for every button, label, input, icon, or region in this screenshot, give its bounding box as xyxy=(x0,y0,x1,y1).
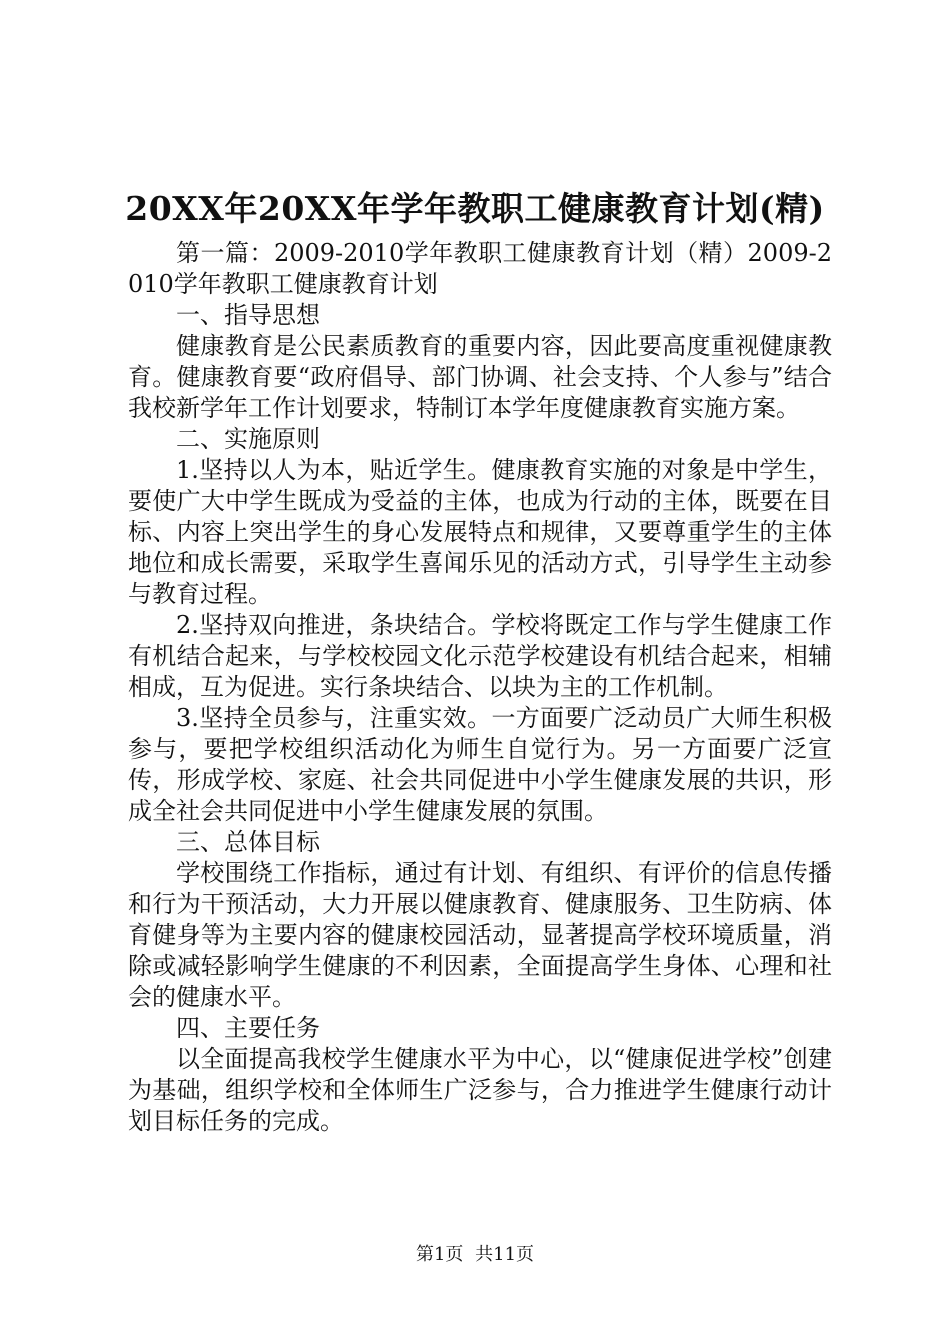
paragraph: 3.坚持全员参与，注重实效。一方面要广泛动员广大师生积极参与，要把学校组织活动化为师生自觉行为。另一方面要广泛宣传，形成学校、家庭、社会共同促进中小学生健康发展的共识，形成全社会共同促进中小学生健康发展的氛围。 xyxy=(128,704,832,825)
document-title: 20XX年20XX年学年教职工健康教育计划(精) xyxy=(125,189,825,228)
section-heading-1: 一、指导思想 xyxy=(176,301,320,329)
page-number: 第1页 xyxy=(415,1244,464,1265)
paragraph: 学校围绕工作指标，通过有计划、有组织、有评价的信息传播和行为干预活动，大力开展以健康教育、健康服务、卫生防病、体育健身等为主要内容的健康校园活动，显著提高学校环境质量，消除或减轻影响学生健康的不利因素，全面提高学生身体、心理和社会的健康水平。 xyxy=(128,859,832,1011)
paragraph: 1.坚持以人为本，贴近学生。健康教育实施的对象是中学生，要使广大中学生既成为受益的主体，也成为行动的主体，既要在目标、内容上突出学生的身心发展特点和规律，又要尊重学生的主体地位和成长需要，采取学生喜闻乐见的活动方式，引导学生主动参与教育过程。 xyxy=(128,456,832,608)
document-body xyxy=(128,238,832,1137)
section-heading-4: 四、主要任务 xyxy=(176,1014,320,1042)
paragraph: 健康教育是公民素质教育的重要内容，因此要高度重视健康教育。健康教育要“政府倡导、部门协调、社会支持、个人参与”结合我校新学年工作计划要求，特制订本学年度健康教育实施方案。 xyxy=(128,332,832,422)
section-heading-3: 三、总体目标 xyxy=(176,828,320,856)
page-total: 共11页 xyxy=(475,1244,535,1265)
paragraph-intro: 第一篇：2009-2010学年教职工健康教育计划（精）2009-2010学年教职工健康教育计划 xyxy=(128,239,832,298)
page-footer xyxy=(0,1243,950,1267)
paragraph: 以全面提高我校学生健康水平为中心，以“健康促进学校”创建为基础，组织学校和全体师生广泛参与，合力推进学生健康行动计划目标任务的完成。 xyxy=(128,1045,832,1135)
section-heading-2: 二、实施原则 xyxy=(176,425,320,453)
paragraph: 2.坚持双向推进，条块结合。学校将既定工作与学生健康工作有机结合起来，与学校校园文化示范学校建设有机结合起来，相辅相成，互为促进。实行条块结合、以块为主的工作机制。 xyxy=(128,611,832,701)
